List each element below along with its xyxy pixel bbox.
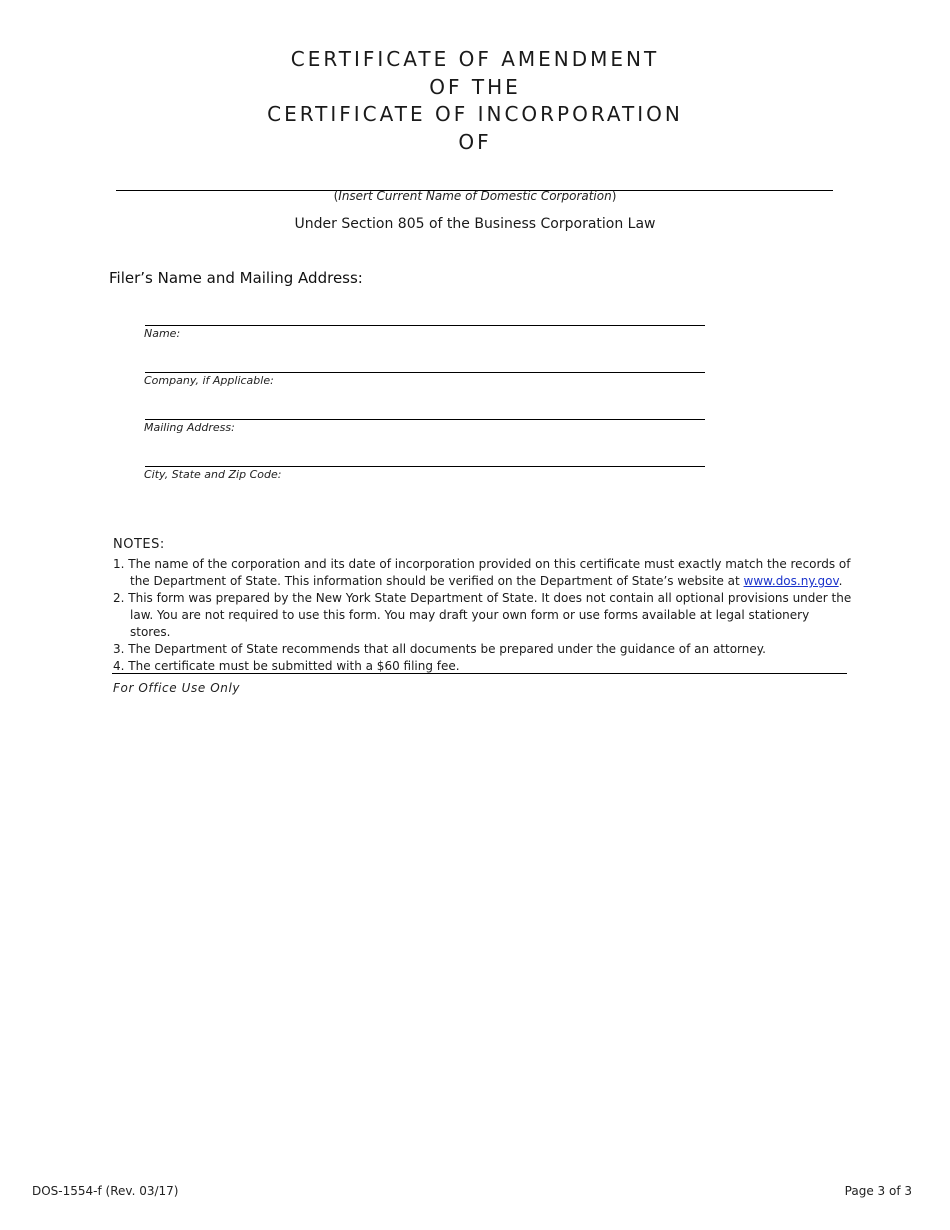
caption-text: Insert Current Name of Domestic Corporation [338,189,612,203]
title-line-4: OF [458,130,492,154]
filer-address-label: Mailing Address: [144,421,235,434]
title-line-1: CERTIFICATE OF AMENDMENT [290,47,660,71]
notes-heading: NOTES: [113,537,165,552]
title-line-2: OF THE [429,75,521,99]
office-use-label: For Office Use Only [113,681,241,695]
notes-section [113,536,853,675]
form-id: DOS-1554-f (Rev. 03/17) [32,1184,179,1198]
dos-website-link[interactable]: www.dos.ny.gov [743,574,839,588]
note-item-4: 4. The certificate must be submitted with a $60 filing fee. [113,659,460,673]
filer-company-line[interactable] [145,372,705,373]
office-use-divider [112,673,847,674]
note-item-1: 1. The name of the corporation and its date of incorporation provided on this certificate must exactly match the records of the Department of State. This information should be verified on the Department of State’s website at www.dos.ny.gov. [113,557,851,588]
page-number: Page 3 of 3 [844,1184,912,1198]
filer-name-label: Name: [144,327,181,340]
filer-name-line[interactable] [145,325,705,326]
title-line-3: CERTIFICATE OF INCORPORATION [267,102,683,126]
filer-company-label: Company, if Applicable: [144,374,274,387]
caption-close-paren: ) [611,189,617,203]
note-item-2: 2. This form was prepared by the New York State Department of State. It does not contain all optional provisions under the law. You are not required to use this form. You may draft your own form or use forms available at legal stationery stores. [113,591,852,639]
filer-heading: Filer’s Name and Mailing Address: [109,269,363,287]
caption-open-paren: ( [333,189,339,203]
corporation-name-caption [0,189,950,203]
filer-city-label: City, State and Zip Code: [144,468,282,481]
statute-subtitle: Under Section 805 of the Business Corporation Law [294,216,656,232]
filer-address-line[interactable] [145,419,705,420]
filer-city-line[interactable] [145,466,705,467]
note-item-3: 3. The Department of State recommends that all documents be prepared under the guidance of an attorney. [113,642,766,656]
